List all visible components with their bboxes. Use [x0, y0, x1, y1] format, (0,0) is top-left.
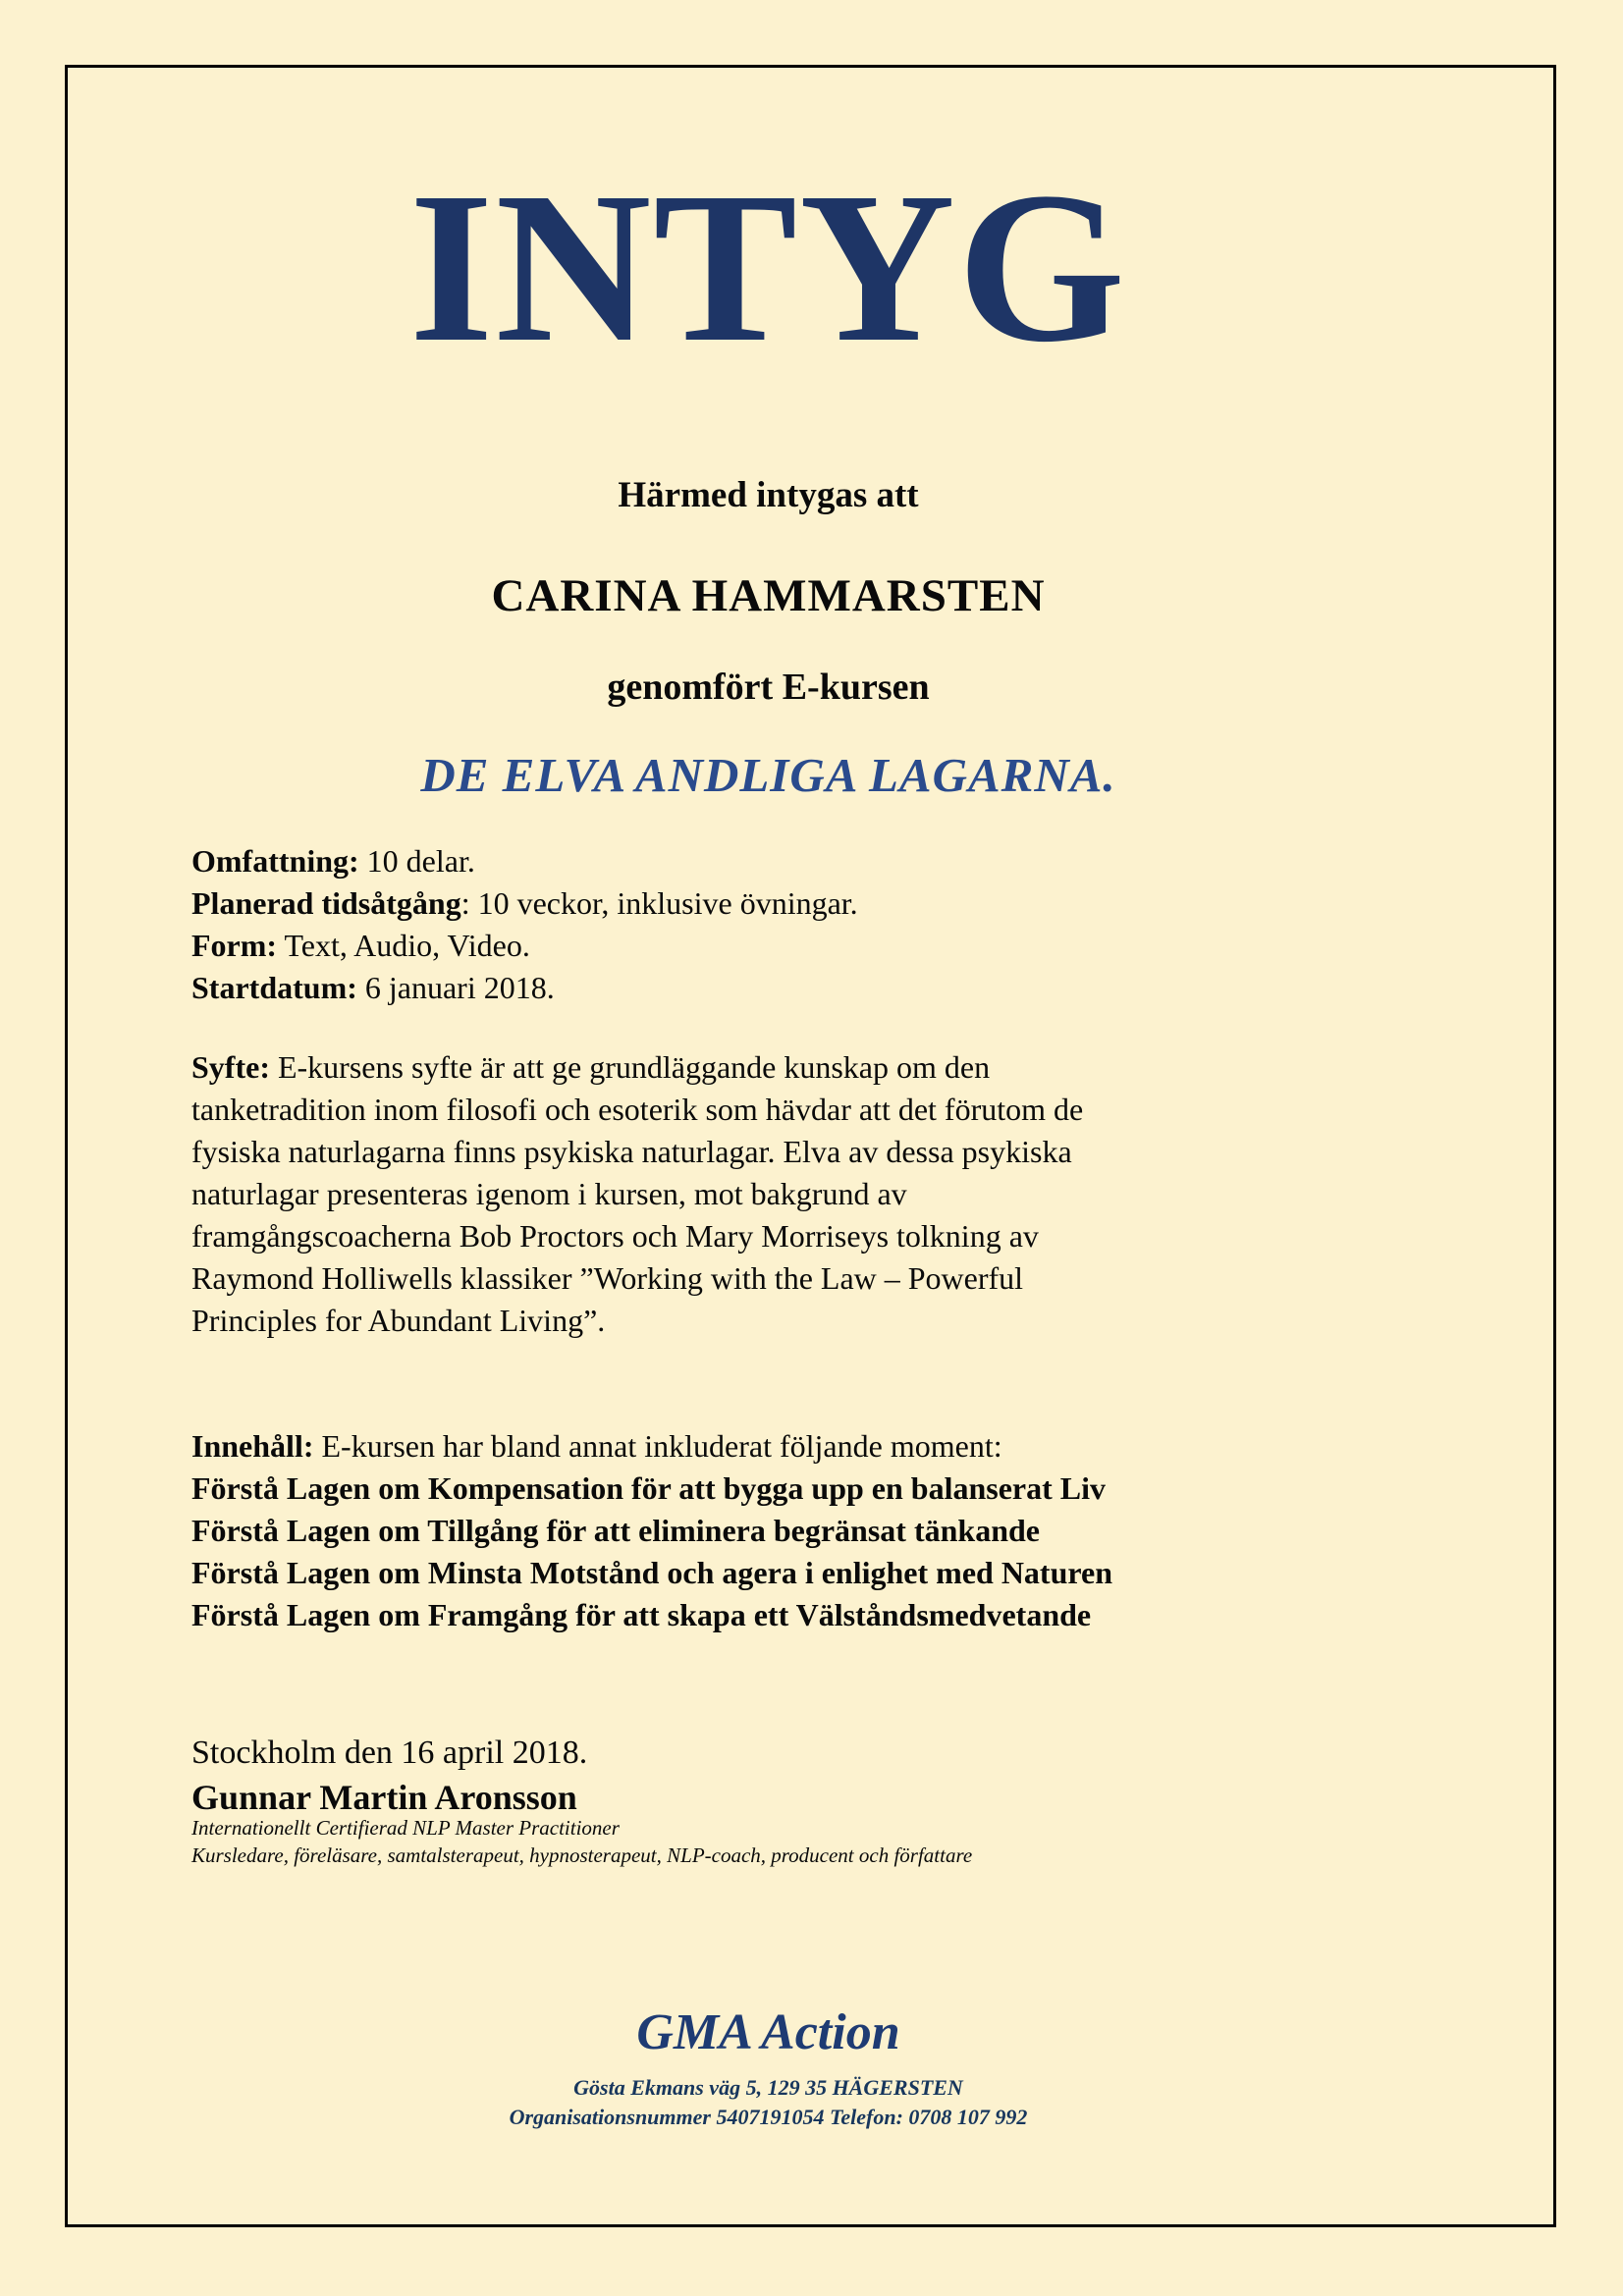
detail-label: Omfattning: [191, 843, 359, 879]
detail-label: Form: [191, 928, 278, 963]
purpose-line: Syfte: E-kursens syfte är att ge grundläggande kunskap om den [191, 1049, 991, 1085]
purpose-line: framgångscoacherna Bob Proctors och Mary Morriseys tolkning av [191, 1218, 1039, 1254]
purpose-line: naturlagar presenteras igenom i kursen, mot bakgrund av [191, 1176, 907, 1211]
detail-row-tidsatgang [191, 882, 1345, 925]
purpose-line: Raymond Holliwells klassiker ”Working with the Law – Powerful [191, 1260, 1024, 1296]
signer-title-1: Internationellt Certifierad NLP Master Practitioner [191, 1816, 620, 1840]
detail-value: 6 januari 2018. [356, 970, 555, 1005]
purpose-line: fysiska naturlagarna finns psykiska naturlagar. Elva av dessa psykiska [191, 1134, 1072, 1169]
content-section [191, 1425, 1345, 1636]
detail-value: : 10 veckor, inklusive övningar. [460, 885, 858, 921]
certificate-title: INTYG [408, 147, 1128, 387]
content-item: Förstå Lagen om Framgång för att skapa ett Välståndsmedvetande [191, 1597, 1092, 1632]
course-title: DE ELVA ANDLIGA LAGARNA. [420, 748, 1116, 802]
purpose-line: tanketradition inom filosofi och esoterik som hävdar att det förutom de [191, 1092, 1084, 1127]
content-intro-line: Innehåll: E-kursen har bland annat inkluderat följande moment: [191, 1428, 1002, 1464]
certificate-content [191, 0, 1345, 2296]
recipient-name: CARINA HAMMARSTEN [491, 570, 1046, 621]
signer-title-2: Kursledare, föreläsare, samtalsterapeut, hypnosterapeut, NLP-coach, producent och författare [191, 1843, 973, 1867]
content-item: Förstå Lagen om Kompensation för att bygga upp en balanserat Liv [191, 1470, 1107, 1506]
company-org-phone: Organisationsnummer 5407191054 Telefon: 0708 107 992 [509, 2105, 1028, 2129]
detail-label: Startdatum: [191, 970, 357, 1005]
place-date-line: Stockholm den 16 april 2018. [191, 1735, 588, 1771]
course-details [191, 840, 1345, 1009]
detail-row-startdatum [191, 967, 1345, 1009]
purpose-paragraph [191, 1046, 1345, 1342]
content-label: Innehåll: [191, 1428, 314, 1464]
signer-name: Gunnar Martin Aronsson [191, 1778, 577, 1817]
detail-row-omfattning [191, 840, 1345, 882]
content-item: Förstå Lagen om Tillgång för att eliminera begränsat tänkande [191, 1513, 1040, 1548]
detail-row-form [191, 925, 1345, 967]
detail-value: Text, Audio, Video. [277, 928, 530, 963]
completed-course-line: genomfört E-kursen [607, 667, 930, 708]
certify-line: Härmed intygas att [618, 475, 919, 515]
purpose-line: Principles for Abundant Living”. [191, 1303, 606, 1338]
detail-value: 10 delar. [358, 843, 475, 879]
detail-label: Planerad tidsåtgång [191, 885, 461, 921]
company-address: Gösta Ekmans väg 5, 129 35 HÄGERSTEN [573, 2075, 963, 2100]
company-name: GMA Action [636, 2004, 900, 2060]
content-item: Förstå Lagen om Minsta Motstånd och agera i enlighet med Naturen [191, 1555, 1112, 1590]
purpose-label: Syfte: [191, 1049, 270, 1085]
